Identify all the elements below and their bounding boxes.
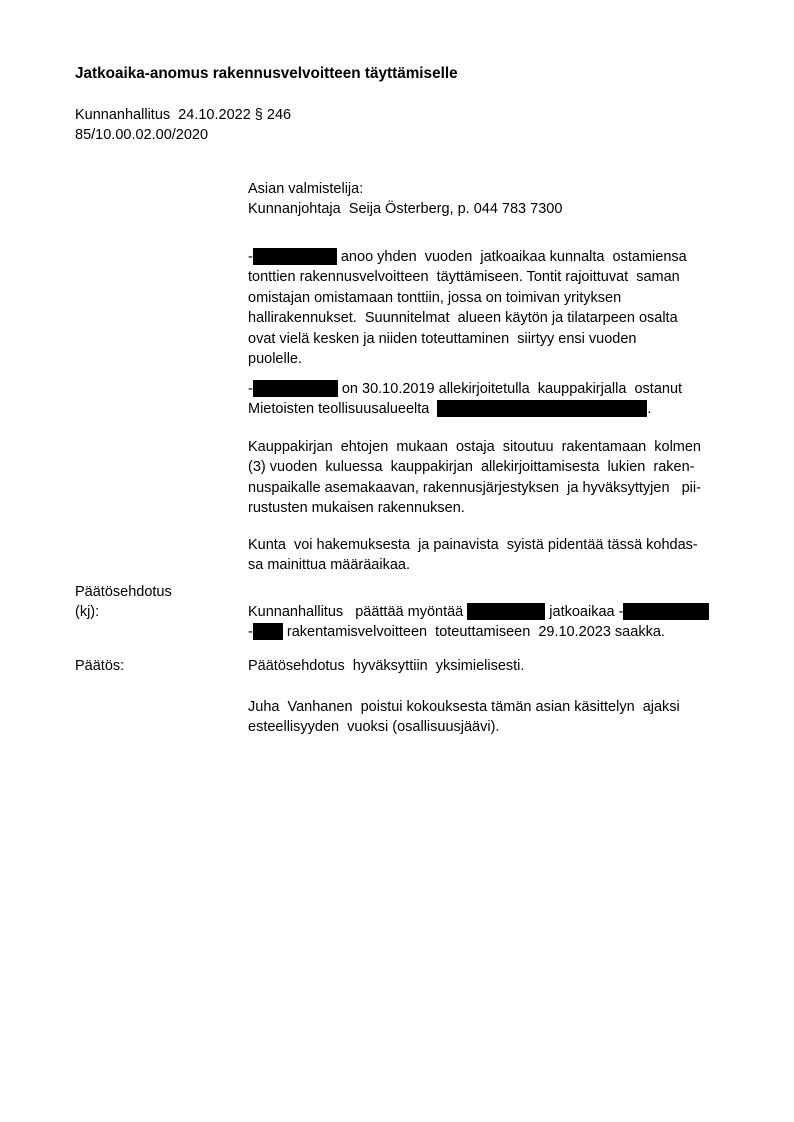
decision-text (248, 656, 744, 676)
text-segment: Kunnanhallitus päättää myöntää (248, 604, 468, 620)
text-segment: hallirakennukset. Suunnitelmat alueen käytön ja tilatarpeen osalta (248, 310, 678, 327)
redaction-box (467, 603, 545, 620)
text-line (75, 602, 172, 622)
text-segment: Päätösehdotus (75, 584, 172, 600)
text-line (75, 582, 172, 602)
preparer-block (248, 179, 562, 220)
text-line (248, 288, 744, 308)
text-line (248, 498, 744, 518)
text-segment: ovat vielä kesken ja niiden toteuttaminen siirtyy ensi vuoden (248, 330, 637, 347)
recusal-paragraph (248, 697, 744, 738)
text-line (248, 199, 562, 219)
text-segment: Kunta voi hakemuksesta ja painavista syistä pidentää tässä kohdas- (248, 537, 698, 553)
text-segment: omistajan omistamaan tonttiin, jossa on toimivan yrityksen (248, 289, 622, 306)
redaction-box (253, 623, 283, 640)
text-segment: rakentamisvelvoitteen toteuttamiseen 29.10.2023 saakka. (282, 624, 665, 641)
redaction-box (623, 603, 709, 620)
text-segment: on 30.10.2019 allekirjoitetulla kauppakirjalla ostanut (337, 381, 683, 397)
case-header (75, 105, 291, 146)
purchase-paragraph (248, 379, 744, 420)
text-line (248, 535, 744, 555)
text-line (248, 379, 744, 399)
text-segment: rustusten mukaisen rakennuksen. (248, 500, 465, 517)
text-segment: Juha Vanhanen poistui kokouksesta tämän asian käsittelyn ajaksi (248, 699, 680, 715)
text-line (248, 267, 744, 287)
text-segment: (kj): (75, 604, 100, 621)
text-segment: - (248, 249, 253, 265)
committee-date-line: Kunnanhallitus 24.10.2022 § 246 (75, 107, 292, 123)
text-segment: - (248, 624, 253, 641)
text-segment: esteellisyyden vuoksi (osallisuusjäävi). (248, 719, 500, 736)
text-segment: nuspaikalle asemakaavan, rakennusjärjestyksen ja hyväksyttyjen pii- (248, 479, 701, 496)
terms-paragraph (248, 437, 744, 519)
text-line (248, 457, 744, 477)
decision-proposal-text (248, 602, 744, 643)
text-line (248, 308, 744, 328)
text-line (248, 349, 744, 369)
text-segment: puolelle. (248, 351, 303, 368)
redaction-box (253, 380, 338, 397)
text-line (248, 437, 744, 457)
text-line (248, 478, 744, 498)
text-line (248, 717, 744, 737)
text-segment: - (248, 381, 253, 397)
text-line (248, 622, 744, 642)
text-line (248, 179, 562, 199)
decision-proposal-label (75, 582, 172, 623)
text-segment: Mietoisten teollisuusalueelta (248, 401, 438, 418)
extension-clause-paragraph (248, 535, 744, 576)
application-paragraph (248, 247, 744, 369)
text-line (248, 399, 744, 419)
text-segment: anoo yhden vuoden jatkoaikaa kunnalta ostamiensa (336, 249, 687, 265)
text-segment: (3) vuoden kuluessa kauppakirjan allekirjoittamisesta lukien raken- (248, 459, 695, 476)
text-line (248, 656, 744, 676)
text-segment: Päätösehdotus hyväksyttiin yksimielisesti. (248, 658, 525, 674)
text-line (248, 247, 744, 267)
text-segment: . (647, 401, 652, 418)
text-segment: Asian valmistelija: (248, 181, 364, 197)
text-segment: sa mainittua määräaikaa. (248, 557, 410, 574)
case-number: 85/10.00.02.00/2020 (75, 127, 209, 144)
redaction-box (253, 248, 337, 265)
text-segment: jatkoaikaa - (545, 604, 624, 620)
text-segment: Kauppakirjan ehtojen mukaan ostaja sitoutuu rakentamaan kolmen (248, 439, 701, 455)
text-line (248, 602, 744, 622)
text-segment: Kunnanjohtaja Seija Österberg, p. 044 783 7300 (248, 201, 563, 218)
text-line (248, 555, 744, 575)
text-line (248, 697, 744, 717)
text-segment: tonttien rakennusvelvoitteen täyttämiseen. Tontit rajoittuvat saman (248, 269, 680, 286)
redaction-box (437, 400, 647, 417)
text-line (248, 329, 744, 349)
decision-label: Päätös: (75, 658, 125, 674)
document-title: Jatkoaika-anomus rakennusvelvoitteen täyttämiselle (75, 65, 458, 82)
